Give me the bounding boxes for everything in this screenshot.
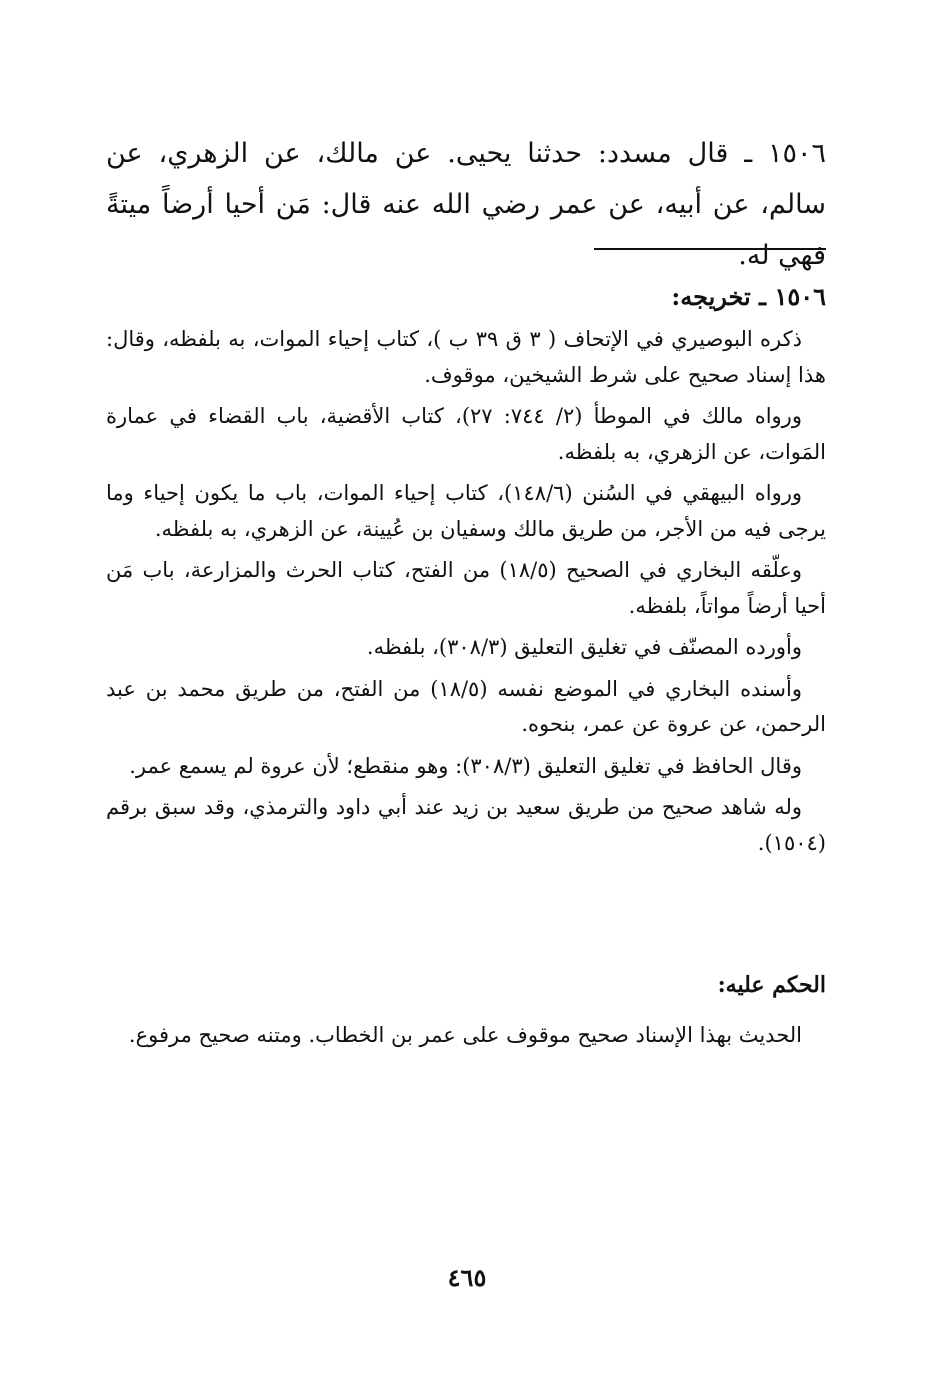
takhrij-paragraph: وقال الحافظ في تغليق التعليق (٣٠٨/٣): وهو منقطع؛ لأن عروة لم يسمع عمر. [129,753,802,778]
hadith-text: ١٥٠٦ ـ قال مسدد: حدثنا يحيى. عن مالك، عن الزهري، عن سالم، عن أبيه، عن عمر رضي الله عنه قال: مَن أحيا أرضاً ميتةً فهي له. [106,138,826,271]
takhrij-paragraph: وأسنده البخاري في الموضع نفسه (١٨/٥) من الفتح، من طريق محمد بن عبد الرحمن، عن عروة عن عمر، بنحوه. [106,676,826,736]
takhrij-paragraph: وأورده المصنّف في تغليق التعليق (٣٠٨/٣)، بلفظه. [366,635,802,659]
takhrij-body [106,322,826,867]
hukm-heading: الحكم عليه: [717,972,826,998]
takhrij-paragraph: وله شاهد صحيح من طريق سعيد بن زيد عند أبي داود والترمذي، وقد سبق برقم (١٥٠٤). [106,795,826,855]
footnote-divider [594,248,826,250]
takhrij-paragraph: ورواه البيهقي في السُنن (١٤٨/٦)، كتاب إحياء الموات، باب ما يكون إحياء وما يرجى فيه من الأجر، من طريق مالك وسفيان بن عُيينة، عن الزهري، به بلفظه. [106,481,826,541]
takhrij-paragraph: ذكره البوصيري في الإتحاف ( ٣ ق ٣٩ ب )، كتاب إحياء الموات، به بلفظه، وقال: هذا إسناد صحيح على شرط الشيخين، موقوف. [106,327,826,387]
hukm-text: الحديث بهذا الإسناد صحيح موقوف على عمر بن الخطاب. ومتنه صحيح مرفوع. [128,1023,802,1047]
page-number: ٤٦٥ [447,1263,487,1292]
takhrij-paragraph: ورواه مالك في الموطأ (٢/ ٧٤٤: ٢٧)، كتاب الأقضية، باب القضاء في عمارة المَوات، عن الزهري، به بلفظه. [106,404,826,464]
takhrij-heading: ١٥٠٦ ـ تخريجه: [671,282,826,311]
takhrij-paragraph: وعلّقه البخاري في الصحيح (١٨/٥) من الفتح، كتاب الحرث والمزارعة، باب مَن أحيا أرضاً مواتاً، بلفظه. [106,558,826,618]
